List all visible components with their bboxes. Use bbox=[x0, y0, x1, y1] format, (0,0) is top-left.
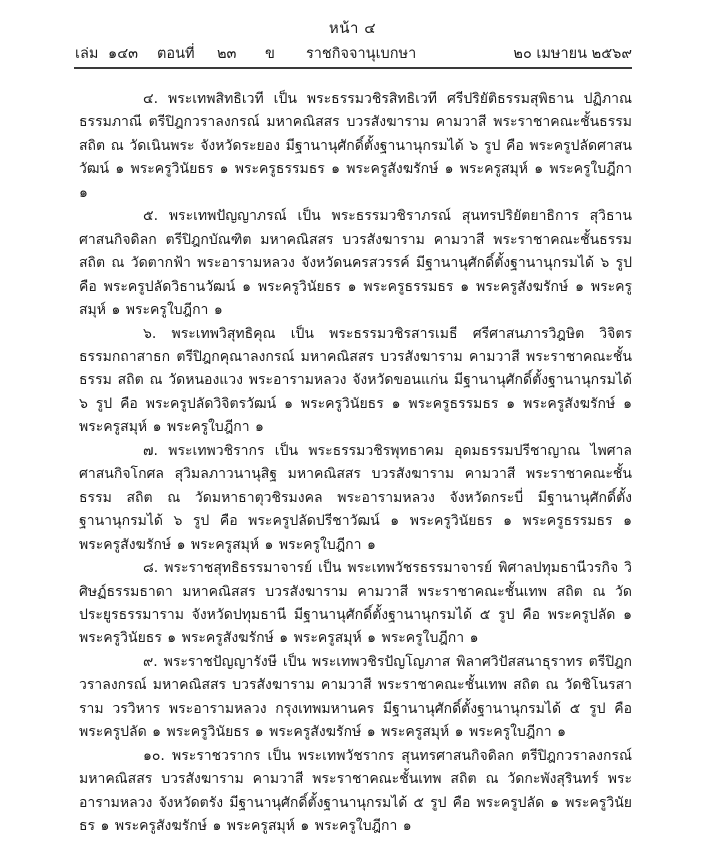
publication-date: ๒๐ เมษายน ๒๕๖๙ bbox=[513, 46, 632, 62]
paragraph-item-6: ๖. พระเทพวิสุทธิคุณ เป็น พระธรรมวชิรสารเมธี ศรีศาสนภารวิฎษิต วิจิตรธรรมกถาสาธก ตรีปิฎกคุณาลงกรณ์ มหาคณิสสร บวรสังฆาราม คามวาสี พระราชาคณะชั้นธรรม สถิต ณ วัดหนองแวง พระอารามหลวง จังหวัดขอนแก่น มีฐานานุศักดิ์ตั้งฐานานุกรมได้ ๖ รูป คือ พระครูปลัดวิจิตรวัฒน์ ๑ พระครูวินัยธร ๑ พระครูธรรมธร ๑ พระครูสังฆรักษ์ ๑ พระครูสมุห์ ๑ พระครูใบฎีกา ๑ bbox=[79, 325, 632, 436]
gazette-header bbox=[74, 43, 632, 65]
paragraph-item-5: ๕. พระเทพปัญญาภรณ์ เป็น พระธรรมวชิราภรณ์ สุนทรปริยัตยาธิการ สุวิธานศาสนกิจดิลก ตรีปิฎกบัณฑิต มหาคณิสสร บวรสังฆาราม คามวาสี พระราชาคณะชั้นธรรม สถิต ณ วัดตากฟ้า พระอารามหลวง จังหวัดนครสวรรค์ มีฐานานุศักดิ์ตั้งฐานานุกรมได้ ๖ รูป คือ พระครูปลัดวิธานวัฒน์ ๑ พระครูวินัยธร ๑ พระครูธรรมธร ๑ พระครูสังฆรักษ์ ๑ พระครูสมุห์ ๑ พระครูใบฎีกา ๑ bbox=[79, 208, 632, 319]
section-letter: ข bbox=[265, 46, 275, 62]
gazette-name: ราชกิจจานุเบกษา bbox=[306, 46, 417, 62]
paragraph-item-10: ๑๐. พระราชวรากร เป็น พระเทพวัชรากร สุนทรศาสนกิจดิลก ตรีปิฎกวราลงกรณ์ มหาคณิสสร บวรสังฆาราม คามวาสี พระราชาคณะชั้นเทพ สถิต ณ วัดกะพังสุรินทร์ พระอารามหลวง จังหวัดตรัง มีฐานานุศักดิ์ตั้งฐานานุกรมได้ ๕ รูป คือ พระครูปลัด ๑ พระครูวินัยธร ๑ พระครูสังฆรักษ์ ๑ พระครูสมุห์ ๑ พระครูใบฎีกา ๑ bbox=[79, 747, 632, 835]
paragraph-item-8: ๘. พระราชสุทธิธรรมาจารย์ เป็น พระเทพวัชรธรรมาจารย์ พิศาลปทุมธานีวรกิจ วิศิษฏ์ธรรมธาดา มหาคณิสสร บวรสังฆาราม คามวาสี พระราชาคณะชั้นเทพ สถิต ณ วัดประยูรธรรมาราม จังหวัดปทุมธานี มีฐานานุศักดิ์ตั้งฐานานุกรมได้ ๕ รูป คือ พระครูปลัด ๑ พระครูวินัยธร ๑ พระครูสังฆรักษ์ ๑ พระครูสมุห์ ๑ พระครูใบฎีกา ๑ bbox=[79, 560, 632, 647]
header-divider bbox=[74, 67, 632, 69]
paragraph-item-7: ๗. พระเทพวชิรากร เป็น พระธรรมวชิรพุทธาคม อุดมธรรมปรีชาญาณ ไพศาลศาสนกิจโกศล สุวิมลภาวนานุสิฐ มหาคณิสสร บวรสังฆาราม คามวาสี พระราชาคณะชั้นธรรม สถิต ณ วัดมหาธาตุวชิรมงคล พระอารามหลวง จังหวัดกระบี่ มีฐานานุศักดิ์ตั้งฐานานุกรมได้ ๖ รูป คือ พระครูปลัดปรีชาวัฒน์ ๑ พระครูวินัยธร ๑ พระครูธรรมธร ๑ พระครูสังฆรักษ์ ๑ พระครูสมุห์ ๑ พระครูใบฎีกา ๑ bbox=[79, 442, 632, 553]
document-body bbox=[79, 88, 632, 839]
volume-number: ๑๔๓ bbox=[108, 46, 139, 62]
issue-number: ๒๓ bbox=[217, 46, 237, 62]
issue-label: ตอนที่ bbox=[157, 46, 195, 62]
paragraph-item-9: ๙. พระราชปัญญารังษี เป็น พระเทพวชิรปัญโญภาส พิลาศวิปัสสนาธุราทร ตรีปิฎกวราลงกรณ์ มหาคณิสสร บวรสังฆาราม คามวาสี พระราชาคณะชั้นเทพ สถิต ณ วัดชิโนรสาราม วรวิหาร พระอารามหลวง กรุงเทพมหานคร มีฐานานุศักดิ์ตั้งฐานานุกรมได้ ๕ รูป คือ พระครูปลัด ๑ พระครูวินัยธร ๑ พระครูสังฆรักษ์ ๑ พระครูสมุห์ ๑ พระครูใบฎีกา ๑ bbox=[79, 653, 632, 741]
paragraph-item-4: ๔. พระเทพสิทธิเวที เป็น พระธรรมวชิรสิทธิเวที ศรีปริยัติธรรมสุพิธาน ปฏิภาณธรรมภาณี ตรีปิฎกวราลงกรณ์ มหาคณิสสร บวรสังฆาราม คามวาสี พระราชาคณะชั้นธรรม สถิต ณ วัดเนินพระ จังหวัดระยอง มีฐานานุศักดิ์ตั้งฐานานุกรมได้ ๖ รูป คือ พระครูปลัดศาสนวัฒน์ ๑ พระครูวินัยธร ๑ พระครูธรรมธร ๑ พระครูสังฆรักษ์ ๑ พระครูสมุห์ ๑ พระครูใบฎีกา ๑ bbox=[79, 91, 632, 201]
volume-label: เล่ม bbox=[75, 46, 99, 62]
page-number: หน้า ๔ bbox=[328, 19, 377, 37]
